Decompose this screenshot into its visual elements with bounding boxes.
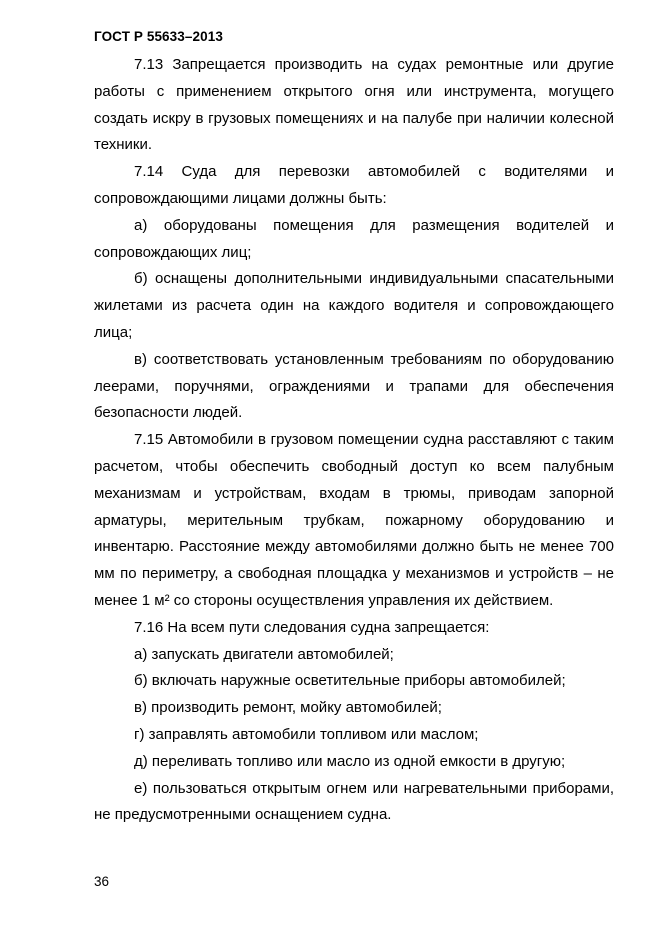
list-item-7-14-a: а) оборудованы помещения для размещения водителей и сопровождающих лиц; bbox=[94, 216, 614, 261]
list-item-7-16-g: г) заправлять автомобили топливом или маслом; bbox=[134, 725, 479, 743]
document-header: ГОСТ Р 55633–2013 bbox=[94, 29, 223, 44]
list-item-7-14-v: в) соответствовать установленным требованиям по оборудованию леерами, поручнями, ограждениями и трапами для обеспечения безопасности людей. bbox=[94, 350, 614, 422]
list-item-7-16-e: е) пользоваться открытым огнем или нагревательными приборами, не предусмотренными оснащением судна. bbox=[94, 779, 614, 824]
document-body bbox=[94, 52, 614, 829]
clause-7-13: 7.13 Запрещается производить на судах ремонтные или другие работы с применением открытого огня или инструмента, могущего создать искру в грузовых помещениях и на палубе при наличии колесной техники. bbox=[94, 56, 614, 154]
list-item-7-14-b: б) оснащены дополнительными индивидуальными спасательными жилетами из расчета один на каждого водителя и сопровождающего лица; bbox=[94, 270, 614, 341]
clause-7-15: 7.15 Автомобили в грузовом помещении судна расставляют с таким расчетом, чтобы обеспечить свободный доступ ко всем палубным механизмам и устройствам, входам в трюмы, приводам запорной арматуры, мерительным трубкам, пожарному оборудованию и инвентарю. Расстояние между автомобилями должно быть не менее 700 мм по периметру, а свободная площадка у механизмов и устройств – не менее 1 м² со стороны осуществления управления их действием. bbox=[94, 431, 614, 609]
list-item-7-16-a: а) запускать двигатели автомобилей; bbox=[134, 645, 394, 663]
list-item-7-16-v: в) производить ремонт, мойку автомобилей; bbox=[134, 699, 442, 717]
list-item-7-16-b: б) включать наружные осветительные приборы автомобилей; bbox=[134, 672, 566, 690]
page-number: 36 bbox=[94, 874, 110, 889]
clause-7-14: 7.14 Суда для перевозки автомобилей с водителями и сопровождающими лицами должны быть: bbox=[94, 163, 614, 207]
clause-7-16: 7.16 На всем пути следования судна запрещается: bbox=[134, 618, 490, 636]
list-item-7-16-d: д) переливать топливо или масло из одной емкости в другую; bbox=[134, 752, 566, 770]
